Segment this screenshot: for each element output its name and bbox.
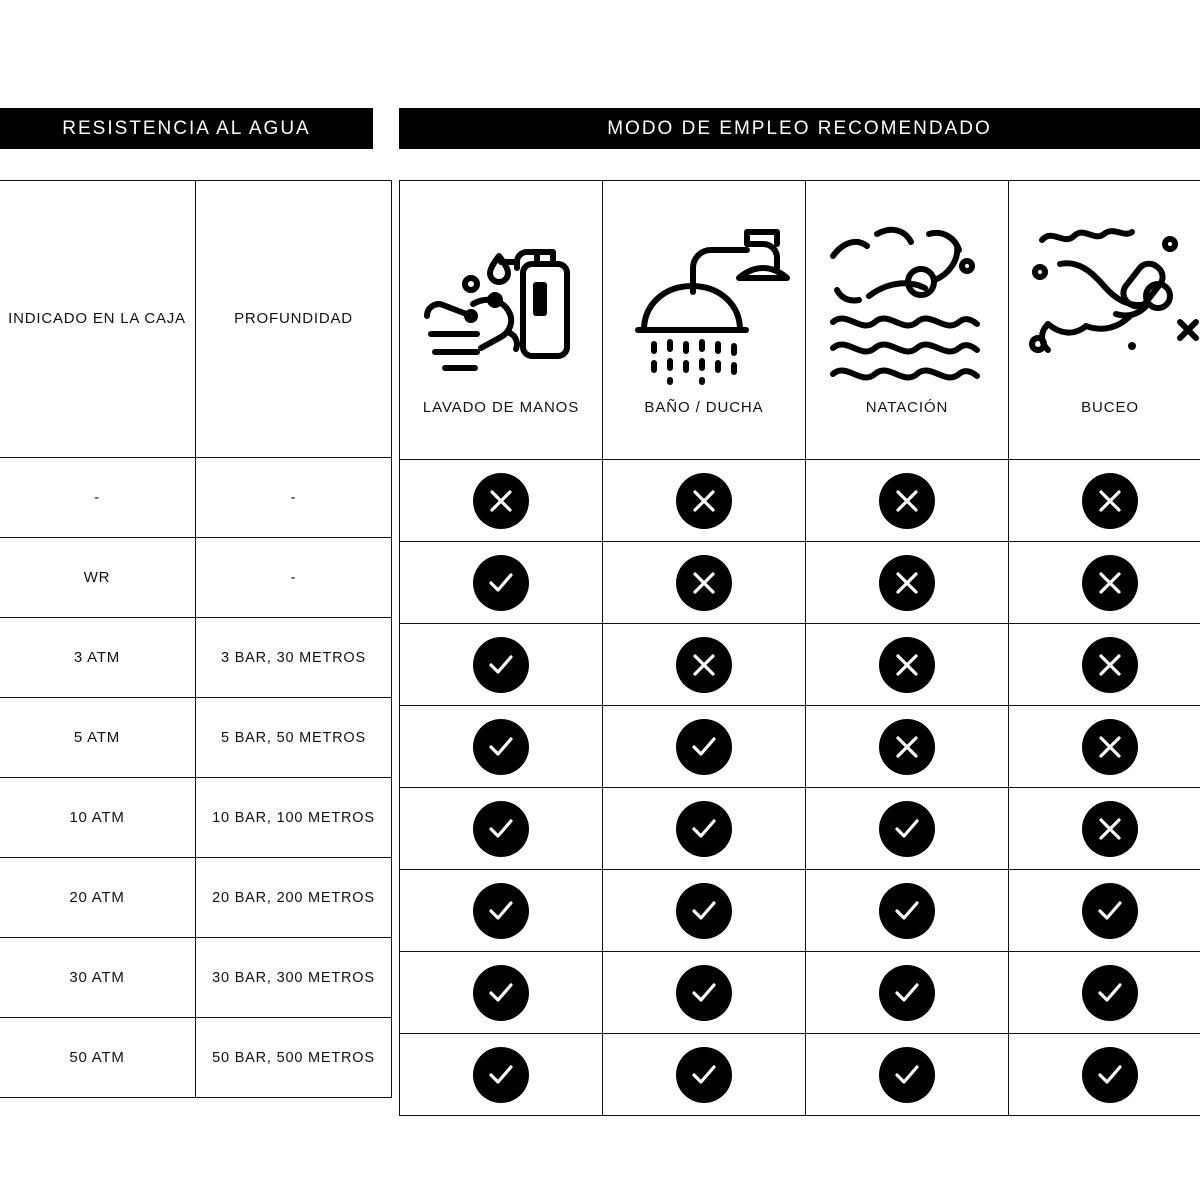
mark-cross [1082,719,1138,775]
mark-check [676,965,732,1021]
usage-cell [400,870,603,952]
mark-cross [473,473,529,529]
table-row [0,618,392,698]
mark-check [1082,1047,1138,1103]
mark-check [473,801,529,857]
mark-cross [879,555,935,611]
mark-check [676,883,732,939]
usage-column-label: LAVADO DE MANOS [422,399,580,416]
mark-check [879,965,935,1021]
table-row [0,538,392,618]
usage-row [400,624,1200,706]
ratings-table [0,180,392,1098]
cell-rating: - [0,458,196,538]
usage-cell [806,870,1009,952]
usage-cell [400,706,603,788]
mark-cross [879,473,935,529]
usage-cell [806,1034,1009,1116]
cell-rating: 50 ATM [0,1018,196,1098]
usage-cell [1009,788,1200,870]
usage-cell [1009,1034,1200,1116]
usage-column-diving [1009,181,1200,460]
usage-cell [806,788,1009,870]
usage-cell [603,542,806,624]
mark-check [1082,965,1138,1021]
mark-check [473,719,529,775]
cell-depth: 3 BAR, 30 METROS [196,618,392,698]
cell-depth: - [196,538,392,618]
table-row [0,1018,392,1098]
mark-check [676,1047,732,1103]
usage-row [400,788,1200,870]
usage-cell [400,788,603,870]
mark-check [879,883,935,939]
usage-cell [1009,706,1200,788]
usage-header-row [400,181,1200,460]
usage-cell [806,542,1009,624]
cell-depth: 50 BAR, 500 METROS [196,1018,392,1098]
usage-cell [400,624,603,706]
usage-cell [400,460,603,542]
header-recommended-use: MODO DE EMPLEO RECOMENDADO [399,108,1200,149]
usage-cell [806,706,1009,788]
usage-cell [400,952,603,1034]
table-row [0,858,392,938]
mark-check [879,801,935,857]
usage-column-label: BUCEO [1081,399,1139,416]
usage-cell [400,1034,603,1116]
usage-cell [1009,624,1200,706]
table-row [0,938,392,1018]
mark-cross [676,637,732,693]
handwash-icon [411,201,591,397]
cell-rating: WR [0,538,196,618]
usage-row [400,460,1200,542]
cell-rating: 5 ATM [0,698,196,778]
usage-cell [806,952,1009,1034]
usage-cell [806,460,1009,542]
usage-row [400,870,1200,952]
cell-rating: 20 ATM [0,858,196,938]
mark-check [473,555,529,611]
mark-cross [676,555,732,611]
table-row [0,698,392,778]
mark-check [676,719,732,775]
mark-cross [879,637,935,693]
usage-cell [400,542,603,624]
cell-depth: 30 BAR, 300 METROS [196,938,392,1018]
mark-check [473,883,529,939]
table-header-row [0,181,392,458]
usage-column-label: NATACIÓN [865,399,949,416]
usage-row [400,1034,1200,1116]
usage-row [400,952,1200,1034]
shower-icon [614,201,794,397]
mark-cross [1082,801,1138,857]
diver-icon [1020,201,1200,397]
usage-cell [603,870,806,952]
usage-cell [603,460,806,542]
swimmer-icon [817,201,997,397]
usage-cell [1009,460,1200,542]
mark-check [473,1047,529,1103]
table-row [0,778,392,858]
cell-rating: 30 ATM [0,938,196,1018]
header-water-resistance: RESISTENCIA AL AGUA [0,108,373,149]
cell-depth: 10 BAR, 100 METROS [196,778,392,858]
mark-check [473,637,529,693]
cell-depth: 20 BAR, 200 METROS [196,858,392,938]
mark-cross [676,473,732,529]
cell-rating: 10 ATM [0,778,196,858]
usage-row [400,706,1200,788]
usage-cell [603,788,806,870]
usage-column-label: BAÑO / DUCHA [644,399,764,416]
usage-cell [806,624,1009,706]
table-row [0,458,392,538]
column-header-box-marking: INDICADO EN LA CAJA [0,181,196,458]
mark-cross [1082,637,1138,693]
mark-cross [1082,555,1138,611]
usage-cell [603,952,806,1034]
usage-column-swimming [806,181,1009,460]
usage-cell [603,1034,806,1116]
usage-column-shower [603,181,806,460]
usage-cell [603,706,806,788]
mark-check [676,801,732,857]
usage-column-handwash [400,181,603,460]
cell-rating: 3 ATM [0,618,196,698]
mark-check [473,965,529,1021]
usage-row [400,542,1200,624]
mark-cross [879,719,935,775]
mark-check [879,1047,935,1103]
mark-cross [1082,473,1138,529]
usage-cell [1009,952,1200,1034]
usage-cell [603,624,806,706]
usage-table [399,180,1200,1116]
usage-cell [1009,542,1200,624]
mark-check [1082,883,1138,939]
usage-cell [1009,870,1200,952]
column-header-depth: PROFUNDIDAD [196,181,392,458]
cell-depth: - [196,458,392,538]
cell-depth: 5 BAR, 50 METROS [196,698,392,778]
